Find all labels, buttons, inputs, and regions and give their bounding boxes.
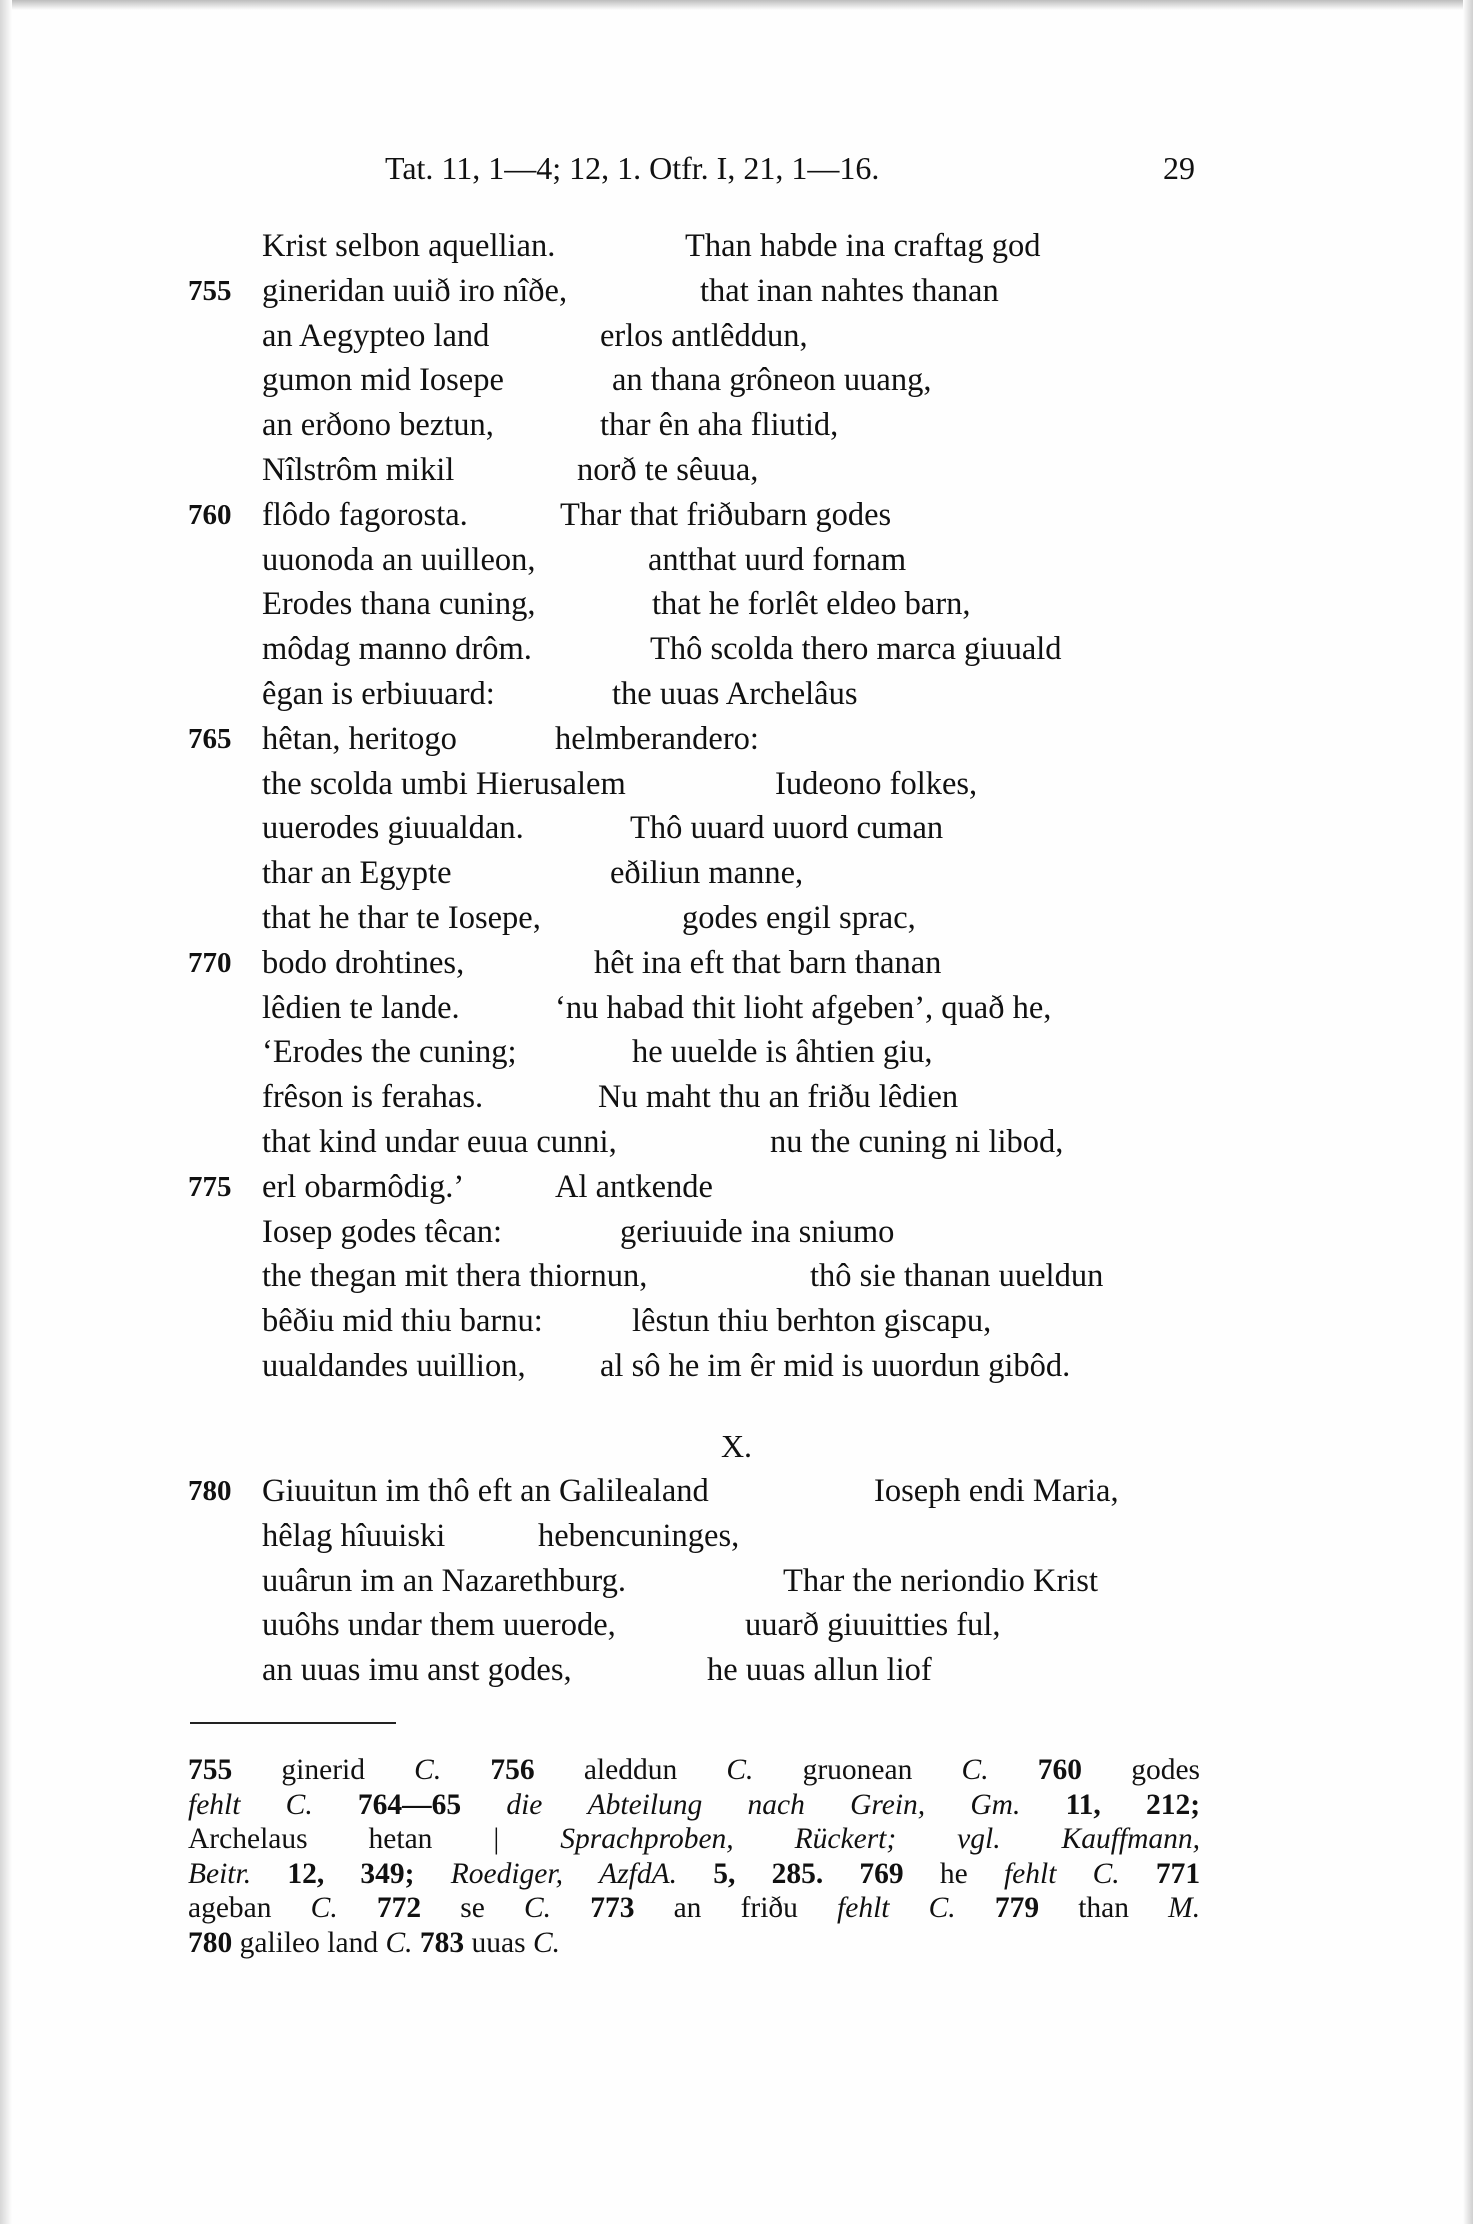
- verse-first-half: the scolda umbi Hierusalem: [262, 765, 626, 802]
- verse-second-half: Thô scolda thero marca giuuald: [650, 631, 1062, 668]
- verse-second-half: Thô uuard uuord cuman: [630, 810, 944, 847]
- verse-line: [0, 586, 1473, 630]
- verse-line: [0, 1607, 1473, 1651]
- verse-first-half: uualdandes uuillion,: [262, 1348, 526, 1384]
- verse-second-half: ‘nu habad thit lioht afgeben’, quað he,: [555, 989, 1052, 1026]
- verse-line: [0, 631, 1473, 675]
- verse-first-half: an Aegypteo land: [262, 317, 490, 354]
- verse-second-half: hebencuninges,: [538, 1517, 740, 1554]
- footnote-line: ageban C. 772 se C. 773 an friðu fehlt C. 779 than M.: [188, 1892, 1201, 1924]
- verse-first-half: Erodes thana cuning,: [262, 586, 536, 623]
- verse-line: [0, 452, 1473, 496]
- section-heading: X.: [720, 1428, 753, 1464]
- verse-second-half: Al antkende: [555, 1168, 713, 1205]
- verse-line: [0, 362, 1473, 406]
- verse-second-half: the uuas Archelâus: [612, 676, 858, 712]
- verse-line: [0, 1079, 1473, 1123]
- running-header: [0, 150, 1473, 194]
- verse-first-half: hêtan, heritogo: [262, 720, 457, 757]
- verse-second-half: helmberandero:: [555, 720, 759, 757]
- verse-line: [0, 945, 1473, 989]
- verse-line: [0, 1473, 1473, 1517]
- verse-line: [0, 1303, 1473, 1347]
- verse-first-half: the thegan mit thera thiornun,: [262, 1258, 648, 1295]
- verse-second-half: erlos antlêddun,: [600, 317, 808, 354]
- verse-first-half: uuonoda an uuilleon,: [262, 541, 536, 578]
- verse-second-half: eðiliun manne,: [610, 855, 804, 892]
- verse-first-half: uuôhs undar them uuerode,: [262, 1607, 616, 1644]
- verse-first-half: bodo drohtines,: [262, 944, 465, 981]
- verse-first-half: frêson is ferahas.: [262, 1079, 484, 1116]
- verse-second-half: an thana grôneon uuang,: [612, 362, 932, 399]
- verse-line: [0, 318, 1473, 362]
- footnote-line: Beitr. 12, 349; Roediger, AzfdA. 5, 285. 769 he fehlt C. 771: [188, 1857, 1201, 1890]
- verse-first-half: lêdien te lande.: [262, 989, 460, 1026]
- verse-first-half: an uuas imu anst godes,: [262, 1652, 572, 1689]
- verse-line: [0, 1518, 1473, 1562]
- line-number: 780: [188, 1475, 232, 1507]
- verse-line: [0, 497, 1473, 541]
- verse-second-half: that inan nahtes thanan: [700, 272, 999, 309]
- verse-second-half: norð te sêuua,: [577, 452, 759, 488]
- verse-line: [0, 990, 1473, 1034]
- verse-first-half: erl obarmôdig.’: [262, 1168, 465, 1205]
- line-number: 765: [188, 722, 232, 755]
- footnote-line: fehlt C. 764—65 die Abteilung nach Grein, Gm. 11, 212;: [188, 1788, 1201, 1821]
- verse-second-half: geriuuide ina sniumo: [620, 1213, 895, 1250]
- verse-second-half: Iudeono folkes,: [775, 765, 978, 802]
- verse-first-half: thar an Egypte: [262, 855, 452, 892]
- verse-second-half: he uuas allun liof: [707, 1652, 932, 1689]
- verse-line: [0, 810, 1473, 854]
- verse-line: [0, 1258, 1473, 1302]
- verse-second-half: Ioseph endi Maria,: [874, 1473, 1119, 1509]
- footnote-rule: [190, 1722, 396, 1724]
- verse-first-half: gineridan uuið iro nîðe,: [262, 272, 568, 309]
- verse-second-half: that he forlêt eldeo barn,: [652, 586, 971, 623]
- verse-first-half: êgan is erbiuuard:: [262, 676, 495, 712]
- verse-first-half: that kind undar euua cunni,: [262, 1124, 617, 1160]
- verse-second-half: he uuelde is âhtien giu,: [632, 1034, 933, 1071]
- line-number: 755: [188, 274, 232, 307]
- verse-line: [0, 676, 1473, 720]
- verse-second-half: Nu maht thu an friðu lêdien: [598, 1079, 959, 1116]
- footnote-line: 755 ginerid C. 756 aleddun C. gruonean C. 760 godes: [188, 1754, 1201, 1786]
- verse-second-half: antthat uurd fornam: [648, 541, 907, 578]
- verse-line: [0, 228, 1473, 272]
- verse-second-half: al sô he im êr mid is uuordun gibôd.: [600, 1348, 1071, 1384]
- footnote-line: Archelaus hetan | Sprachproben, Rückert; vgl. Kauffmann,: [188, 1823, 1201, 1855]
- verse-line: [0, 1652, 1473, 1696]
- verse-first-half: Nîlstrôm mikil: [262, 452, 455, 488]
- page-edge-top: [0, 0, 1473, 10]
- line-number: 770: [188, 946, 232, 979]
- line-number: 775: [188, 1170, 232, 1203]
- verse-line: [0, 407, 1473, 451]
- verse-second-half: lêstun thiu berhton giscapu,: [632, 1303, 992, 1340]
- verse-first-half: hêlag hîuuiski: [262, 1517, 446, 1554]
- line-number: 760: [188, 498, 232, 531]
- verse-first-half: that he thar te Iosepe,: [262, 900, 541, 936]
- verse-second-half: thar ên aha fliutid,: [600, 407, 839, 444]
- verse-first-half: gumon mid Iosepe: [262, 362, 504, 399]
- verse-first-half: uuârun im an Nazarethburg.: [262, 1562, 626, 1599]
- verse-line: [0, 1124, 1473, 1168]
- verse-line: [0, 1563, 1473, 1607]
- verse-line: [0, 766, 1473, 810]
- verse-line: [0, 855, 1473, 899]
- verse-second-half: nu the cuning ni libod,: [770, 1124, 1064, 1160]
- footnote-line: 780 galileo land C. 783 uuas C.: [188, 1926, 561, 1959]
- verse-second-half: thô sie thanan uueldun: [810, 1258, 1104, 1295]
- verse-first-half: uuerodes giuualdan.: [262, 810, 524, 847]
- verse-line: [0, 1034, 1473, 1078]
- verse-first-half: Krist selbon aquellian.: [262, 228, 556, 264]
- verse-line: [0, 721, 1473, 765]
- verse-first-half: ‘Erodes the cuning;: [262, 1034, 517, 1071]
- header-title: Tat. 11, 1—4; 12, 1. Otfr. I, 21, 1—16.: [385, 150, 880, 186]
- verse-first-half: flôdo fagorosta.: [262, 496, 468, 533]
- verse-first-half: Iosep godes têcan:: [262, 1213, 503, 1250]
- verse-line: [0, 900, 1473, 944]
- verse-second-half: hêt ina eft that barn thanan: [594, 944, 942, 981]
- verse-second-half: Thar the neriondio Krist: [783, 1562, 1098, 1599]
- verse-line: [0, 1348, 1473, 1392]
- verse-first-half: bêðiu mid thiu barnu:: [262, 1303, 543, 1340]
- verse-first-half: an erðono beztun,: [262, 407, 494, 444]
- verse-line: [0, 542, 1473, 586]
- verse-first-half: Giuuitun im thô eft an Galilealand: [262, 1473, 709, 1509]
- verse-second-half: uuarð giuuitties ful,: [745, 1607, 1001, 1644]
- footnotes: [188, 1753, 1200, 1960]
- verse-second-half: godes engil sprac,: [682, 900, 916, 936]
- verse-second-half: Than habde ina craftag god: [685, 228, 1041, 264]
- page-number: 29: [1163, 150, 1195, 186]
- verse-first-half: môdag manno drôm.: [262, 631, 532, 668]
- verse-line: [0, 273, 1473, 317]
- verse-line: [0, 1214, 1473, 1258]
- verse-second-half: Thar that friðubarn godes: [560, 496, 892, 533]
- verse-line: [0, 1169, 1473, 1213]
